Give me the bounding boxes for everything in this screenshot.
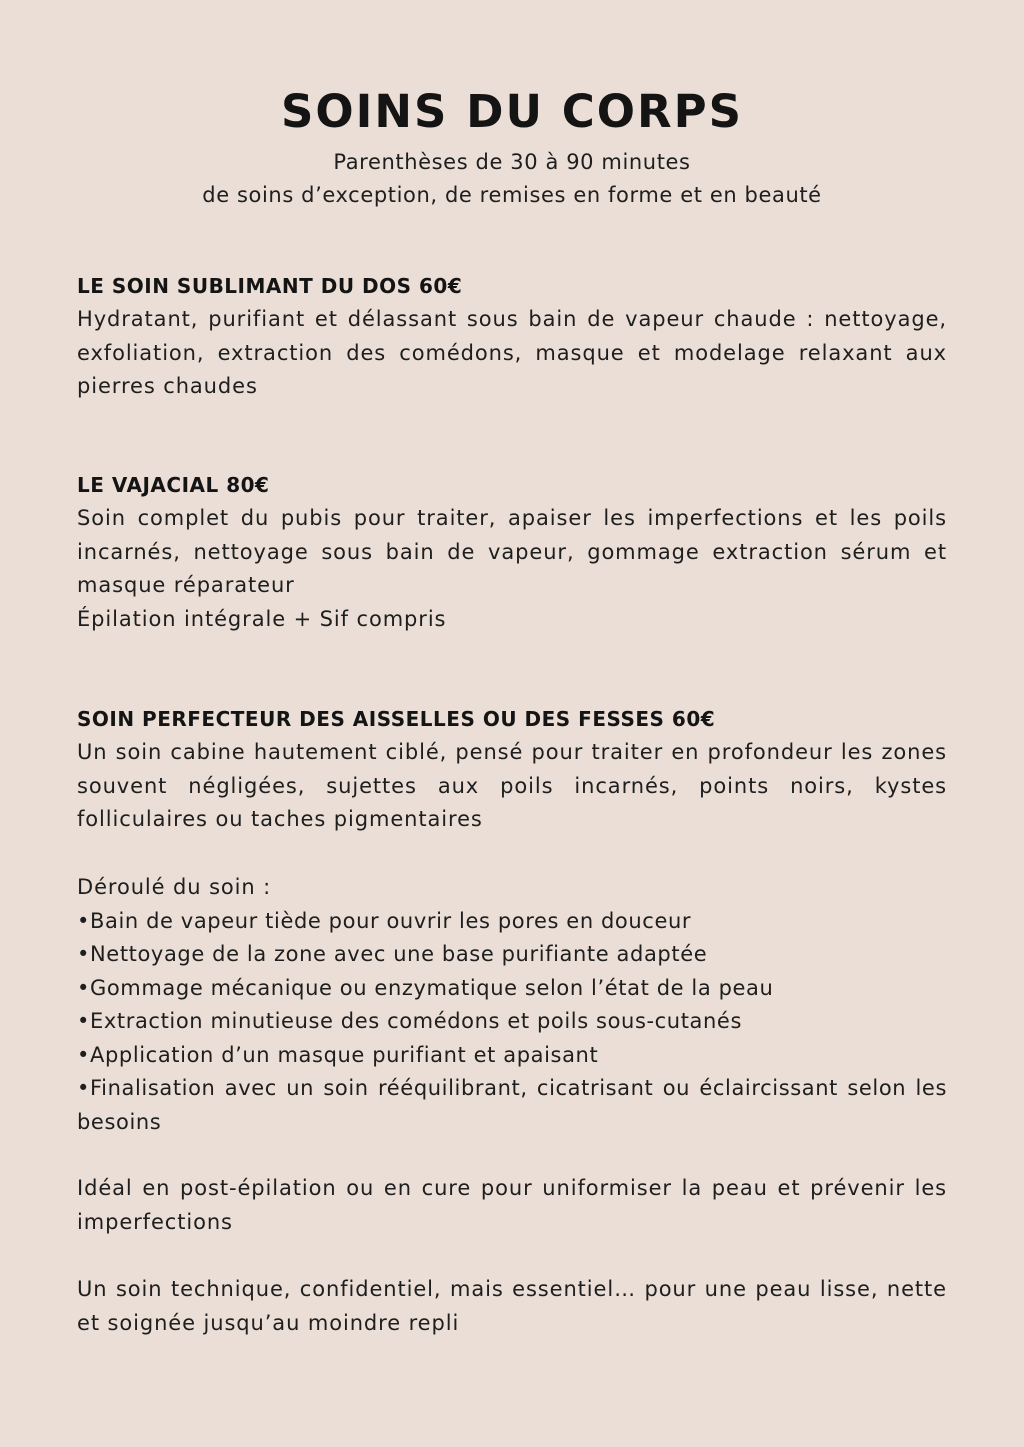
section-description: Soin complet du pubis pour traiter, apaiser les imperfections et les poils incarnés, nettoyage sous bain de vapeur, gommage extraction sérum et masque réparateur xyxy=(77,506,947,597)
section-vajacial xyxy=(77,469,947,636)
list-item: •Nettoyage de la zone avec une base purifiante adaptée xyxy=(77,942,708,966)
section-soin-perfecteur xyxy=(77,703,947,837)
section-soin-sublimant-dos xyxy=(77,270,947,404)
section-description: Un soin cabine hautement ciblé, pensé pour traiter en profondeur les zones souvent négligées, sujettes aux poils incarnés, points noirs, kystes folliculaires ou taches pigmentaires xyxy=(77,740,947,831)
page-title: SOINS DU CORPS xyxy=(280,85,744,138)
subtitle-line-1: Parenthèses de 30 à 90 minutes xyxy=(333,150,691,174)
header xyxy=(0,86,1024,212)
section-note: Épilation intégrale + Sif compris xyxy=(77,606,447,631)
ideal-text: Idéal en post-épilation ou en cure pour uniformiser la peau et prévenir les imperfections xyxy=(77,1176,947,1234)
list-item: •Finalisation avec un soin rééquilibrant, cicatrisant ou éclaircissant selon les besoins xyxy=(77,1076,947,1134)
list-item: •Extraction minutieuse des comédons et poils sous-cutanés xyxy=(77,1009,742,1033)
outro-paragraph xyxy=(77,1273,947,1340)
ideal-paragraph xyxy=(77,1172,947,1239)
section-title: LE SOIN SUBLIMANT DU DOS 60€ xyxy=(77,274,463,298)
steps-heading: Déroulé du soin : xyxy=(77,875,272,899)
outro-text: Un soin technique, confidentiel, mais essentiel… pour une peau lisse, nette et soignée jusqu’au moindre repli xyxy=(77,1277,947,1335)
steps-list xyxy=(77,871,947,1139)
list-item: •Bain de vapeur tiède pour ouvrir les pores en douceur xyxy=(77,908,692,933)
section-description: Hydratant, purifiant et délassant sous bain de vapeur chaude : nettoyage, exfoliation, extraction des comédons, masque et modelage relaxant aux pierres chaudes xyxy=(77,307,947,398)
subtitle-line-2: de soins d’exception, de remises en forme et en beauté xyxy=(202,183,822,207)
section-title: SOIN PERFECTEUR DES AISSELLES OU DES FESSES 60€ xyxy=(77,707,716,731)
section-title: LE VAJACIAL 80€ xyxy=(77,473,270,497)
list-item: •Gommage mécanique ou enzymatique selon l’état de la peau xyxy=(77,975,774,1000)
list-item: •Application d’un masque purifiant et apaisant xyxy=(77,1042,599,1067)
page-subtitle xyxy=(0,146,1024,212)
